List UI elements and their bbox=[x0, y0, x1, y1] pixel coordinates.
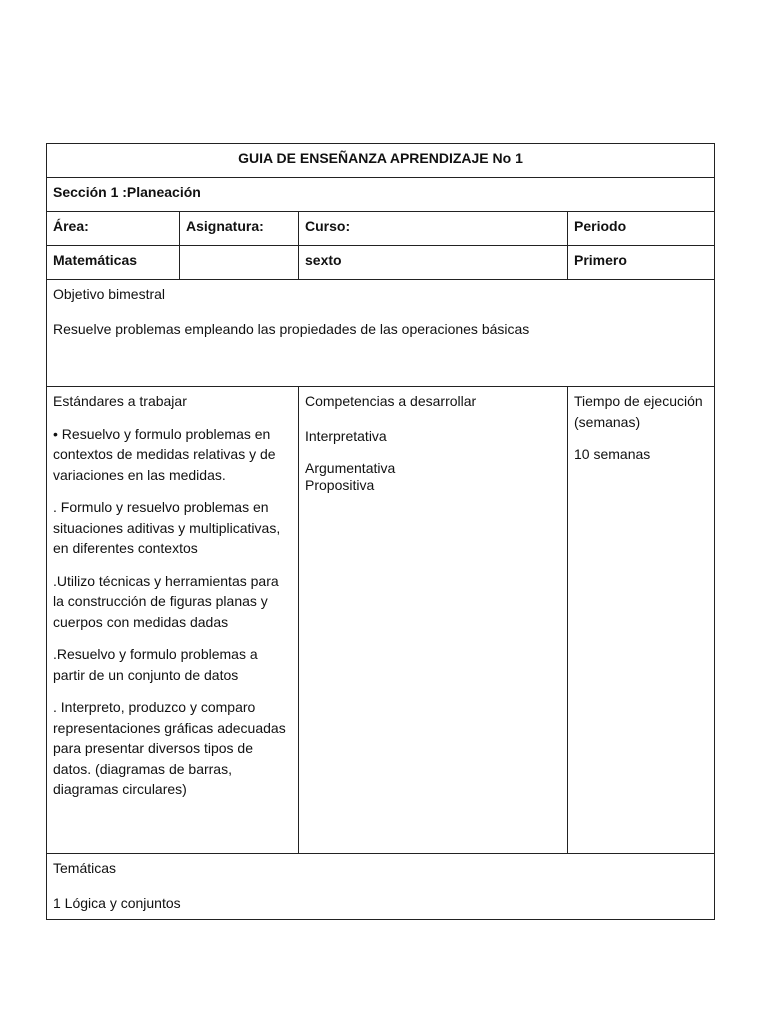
objetivo-text: Resuelve problemas empleando las propiedades de las operaciones básicas bbox=[53, 320, 530, 337]
competencia-item: Interpretativa bbox=[305, 427, 387, 444]
area-value: Matemáticas bbox=[47, 246, 180, 280]
estandares-cell bbox=[47, 387, 299, 854]
estandar-item: .Utilizo técnicas y herramientas para la construcción de figuras planas y cuerpos con medidas dadas bbox=[53, 572, 279, 630]
tiempo-cell bbox=[568, 387, 715, 854]
area-header: Área: bbox=[47, 212, 180, 246]
estandar-item: .Resuelvo y formulo problemas a partir de un conjunto de datos bbox=[53, 646, 258, 683]
estandar-item: . Formulo y resuelvo problemas en situaciones aditivas y multiplicativas, en diferentes contextos bbox=[53, 499, 281, 556]
periodo-header: Periodo bbox=[568, 212, 715, 246]
estandares-label: Estándares a trabajar bbox=[53, 393, 187, 409]
competencias-cell bbox=[299, 387, 568, 854]
competencias-label: Competencias a desarrollar bbox=[305, 393, 477, 409]
asignatura-value bbox=[180, 246, 299, 280]
asignatura-header: Asignatura: bbox=[180, 212, 299, 246]
curso-value: sexto bbox=[299, 246, 568, 280]
estandar-item: . Interpreto, produzco y comparo representaciones gráficas adecuadas para presentar diversos tipos de datos. (diagramas de barras, diagramas circulares) bbox=[53, 699, 286, 797]
competencia-item: Propositiva bbox=[305, 477, 375, 493]
tematicas-cell bbox=[47, 854, 715, 920]
tematica-item: 1 Lógica y conjuntos bbox=[53, 894, 181, 911]
estandar-item: • Resuelvo y formulo problemas en contextos de medidas relativas y de variaciones en las medidas. bbox=[53, 425, 276, 483]
tiempo-value: 10 semanas bbox=[574, 446, 651, 462]
tematicas-label: Temáticas bbox=[53, 860, 117, 876]
planning-guide-table bbox=[46, 143, 715, 920]
objetivo-cell bbox=[47, 280, 715, 387]
section-heading: Sección 1 :Planeación bbox=[47, 178, 715, 212]
guide-title: GUIA DE ENSEÑANZA APRENDIZAJE No 1 bbox=[47, 144, 715, 178]
curso-header: Curso: bbox=[299, 212, 568, 246]
tiempo-label: Tiempo de ejecución (semanas) bbox=[574, 393, 703, 430]
competencia-item: Argumentativa bbox=[305, 460, 396, 476]
periodo-value: Primero bbox=[568, 246, 715, 280]
objetivo-label: Objetivo bimestral bbox=[53, 286, 166, 302]
